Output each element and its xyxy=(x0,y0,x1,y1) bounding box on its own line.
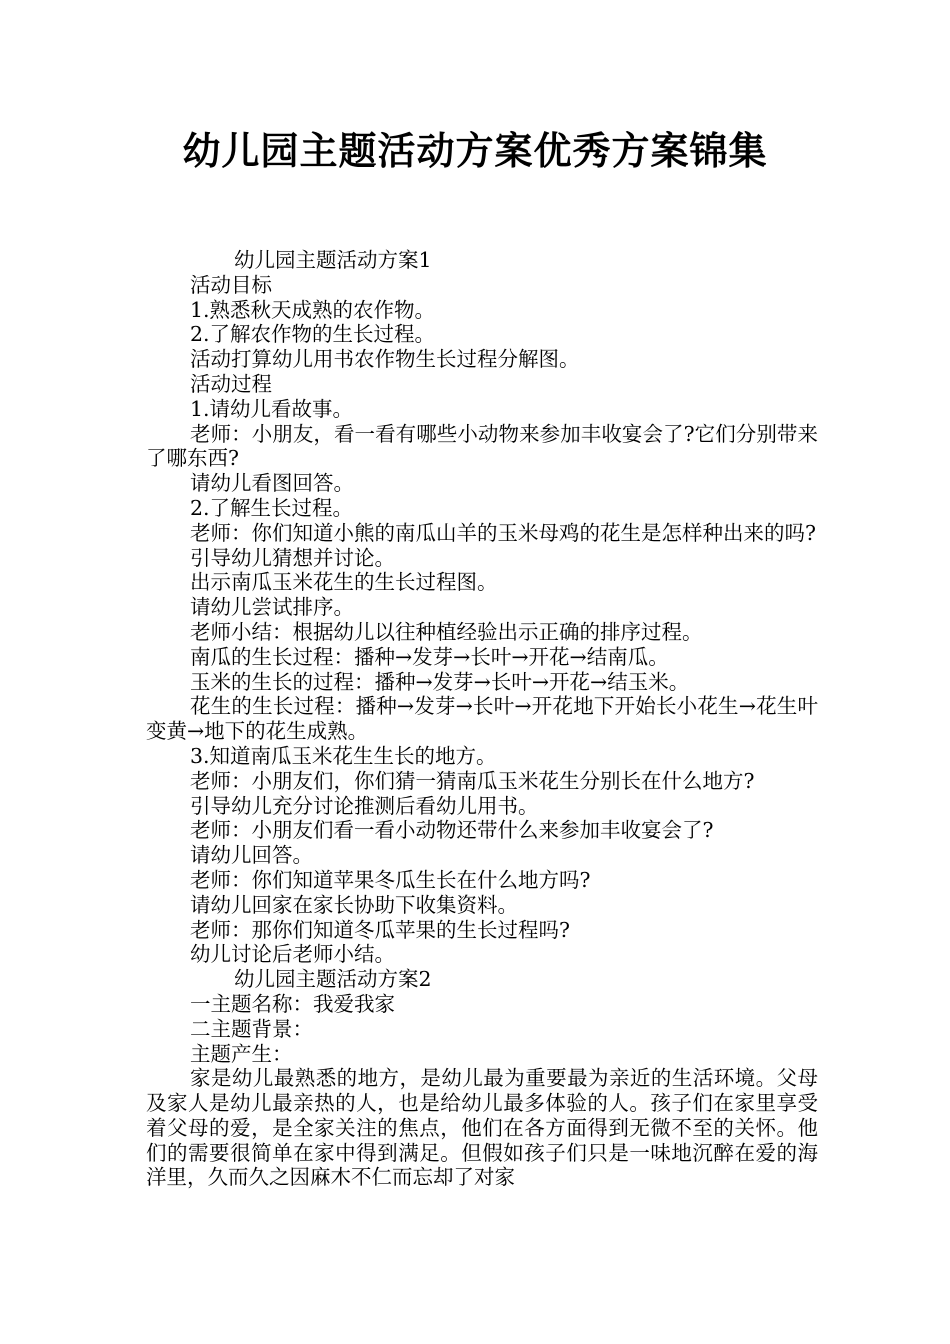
paragraph: 出示南瓜玉米花生的生长过程图。 xyxy=(190,570,498,595)
paragraph: 活动打算幼儿用书农作物生长过程分解图。 xyxy=(190,347,580,372)
document-body xyxy=(146,248,818,1190)
paragraph: 老师小结：根据幼儿以往种植经验出示正确的排序过程。 xyxy=(190,619,703,644)
paragraph: 请幼儿回答。 xyxy=(190,843,313,868)
paragraph: 2.了解生长过程。 xyxy=(190,495,354,520)
paragraph: 引导幼儿猜想并讨论。 xyxy=(190,545,395,570)
paragraph: 一主题名称：我爱我家 xyxy=(190,991,395,1016)
paragraph: 请幼儿尝试排序。 xyxy=(190,595,354,620)
paragraph: 3.知道南瓜玉米花生生长的地方。 xyxy=(190,743,497,768)
paragraph: 活动过程 xyxy=(190,371,272,396)
paragraph: 2.了解农作物的生长过程。 xyxy=(190,322,436,347)
paragraph: 活动目标 xyxy=(190,272,272,297)
paragraph: 老师：小朋友们看一看小动物还带什么来参加丰收宴会了? xyxy=(190,818,714,843)
paragraph: 老师：那你们知道冬瓜苹果的生长过程吗? xyxy=(190,917,570,942)
section-heading: 幼儿园主题活动方案2 xyxy=(234,967,432,992)
paragraph: 1.请幼儿看故事。 xyxy=(190,396,354,421)
paragraph: 老师：你们知道苹果冬瓜生长在什么地方吗? xyxy=(190,867,591,892)
paragraph: 幼儿讨论后老师小结。 xyxy=(190,942,395,967)
paragraph: 老师：你们知道小熊的南瓜山羊的玉米母鸡的花生是怎样种出来的吗? xyxy=(190,520,816,545)
section-heading: 幼儿园主题活动方案1 xyxy=(234,248,432,272)
paragraph: 请幼儿看图回答。 xyxy=(190,471,354,496)
paragraph: 花生的生长过程：播种→发芽→长叶→开花地下开始长小花生→花生叶变黄→地下的花生成熟。 xyxy=(146,694,818,744)
paragraph: 1.熟悉秋天成熟的农作物。 xyxy=(190,297,436,322)
document-title: 幼儿园主题活动方案优秀方案锦集 xyxy=(182,129,768,173)
paragraph: 引导幼儿充分讨论推测后看幼儿用书。 xyxy=(190,793,539,818)
paragraph: 二主题背景： xyxy=(190,1016,313,1041)
paragraph: 家是幼儿最熟悉的地方，是幼儿最为重要最为亲近的生活环境。父母及家人是幼儿最亲热的人，也是给幼儿最多体验的人。孩子们在家里享受着父母的爱，是全家关注的焦点，他们在各方面得到无微不至的关怀。他们的需要很简单在家中得到满足。但假如孩子们只是一味地沉醉在爱的海洋里，久而久之因麻木不仁而忘却了对家 xyxy=(146,1066,818,1190)
paragraph: 玉米的生长的过程：播种→发芽→长叶→开花→结玉米。 xyxy=(190,669,690,694)
paragraph: 老师：小朋友们，你们猜一猜南瓜玉米花生分别长在什么地方? xyxy=(190,768,755,793)
paragraph: 南瓜的生长过程：播种→发芽→长叶→开花→结南瓜。 xyxy=(190,644,669,669)
paragraph: 老师：小朋友，看一看有哪些小动物来参加丰收宴会了?它们分别带来了哪东西? xyxy=(146,421,818,471)
paragraph: 请幼儿回家在家长协助下收集资料。 xyxy=(190,892,518,917)
paragraph: 主题产生： xyxy=(190,1041,293,1066)
